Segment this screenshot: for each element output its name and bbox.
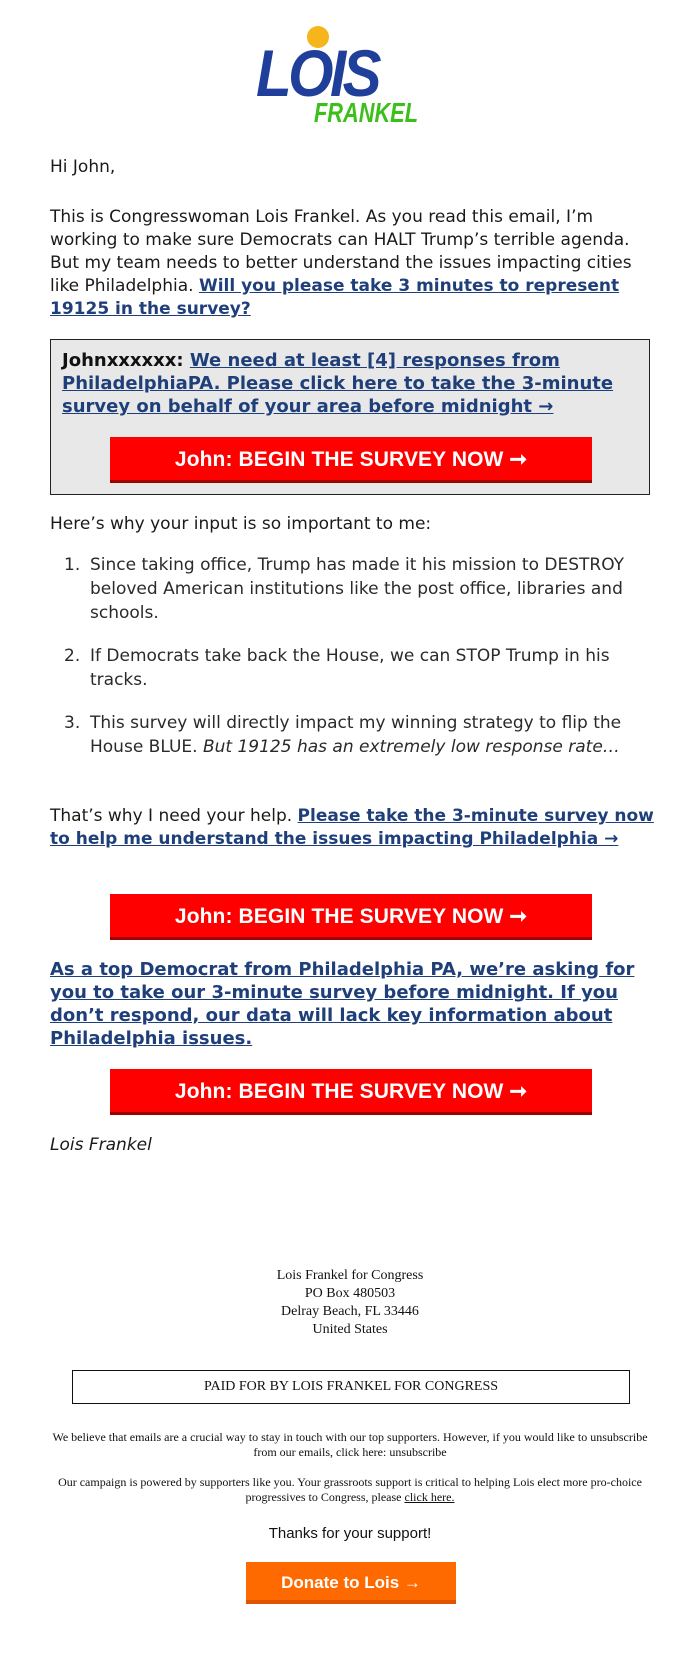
lois-frankel-logo <box>254 24 450 136</box>
paid-for-disclaimer: PAID FOR BY LOIS FRANKEL FOR CONGRESS <box>72 1370 630 1404</box>
unsubscribe-link[interactable]: unsubscribe <box>389 1445 447 1459</box>
thanks-message: Thanks for your support! <box>268 1525 432 1542</box>
unsubscribe-notice: We believe that emails are a crucial way to stay in touch with our top supporters. However, if you would like to unsubscribe from our emails, click here: unsubscribe <box>52 1430 648 1459</box>
intro-survey-link[interactable]: Will you please take 3 minutes to represent 19125 in the survey? <box>50 276 620 319</box>
intro-text: This is Congresswoman Lois Frankel. As you read this email, I’m working to make sure Democrats can HALT Trump’s terrible agenda. But my team needs to better understand the issues impacting cities like Philadelphia. <box>50 207 632 296</box>
click-here-link[interactable]: click here. <box>404 1490 455 1504</box>
svg-text:LOIS: LOIS <box>256 36 382 110</box>
begin-survey-button-3[interactable]: John: BEGIN THE SURVEY NOW ➞ <box>110 1069 592 1115</box>
top-democrat-link[interactable]: As a top Democrat from Philadelphia PA, we’re asking for you to take our 3-minute survey before midnight. If you don’t respond, our data will lack key information about Philadelphia issues. <box>50 959 635 1049</box>
greeting: Hi John, <box>50 157 116 177</box>
reasons-list <box>64 553 644 759</box>
list-item: 2. If Democrats take back the House, we can STOP Trump in his tracks. <box>64 646 610 690</box>
signature: Lois Frankel <box>50 1135 152 1155</box>
help-survey-link[interactable]: Please take the 3-minute survey now to help me understand the issues impacting Philadelphia → <box>50 806 654 849</box>
callout-survey-link[interactable]: We need at least [4] responses from PhiladelphiaPA. Please click here to take the 3-minute survey on behalf of your area before midnight → <box>62 350 614 417</box>
grassroots-notice: Our campaign is powered by supporters like you. Your grassroots support is critical to helping Lois elect more pro-choice progressives to Congress, please click here. <box>58 1475 642 1504</box>
begin-survey-button-2[interactable]: John: BEGIN THE SURVEY NOW ➞ <box>110 894 592 940</box>
mailing-address: Lois Frankel for Congress PO Box 480503 Delray Beach, FL 33446 United States <box>276 1268 424 1337</box>
help-paragraph <box>50 805 665 851</box>
list-item: 3. This survey will directly impact my winning strategy to flip the House BLUE. But 19125 has an extremely low response rate… <box>64 713 622 757</box>
callout-prefix: Johnxxxxxx: <box>62 350 190 371</box>
begin-survey-button-1[interactable]: John: BEGIN THE SURVEY NOW ➞ <box>110 437 592 483</box>
help-text: That’s why I need your help. <box>50 806 298 826</box>
svg-text:FRANKEL: FRANKEL <box>314 97 418 128</box>
why-heading: Here’s why your input is so important to me: <box>50 514 432 534</box>
donate-button[interactable]: Donate to Lois → <box>246 1562 456 1604</box>
top-democrat-paragraph <box>50 958 660 1050</box>
list-item: 1. Since taking office, Trump has made it his mission to DESTROY beloved American institutions like the post office, libraries and schools. <box>64 555 625 623</box>
intro-paragraph <box>50 206 655 321</box>
